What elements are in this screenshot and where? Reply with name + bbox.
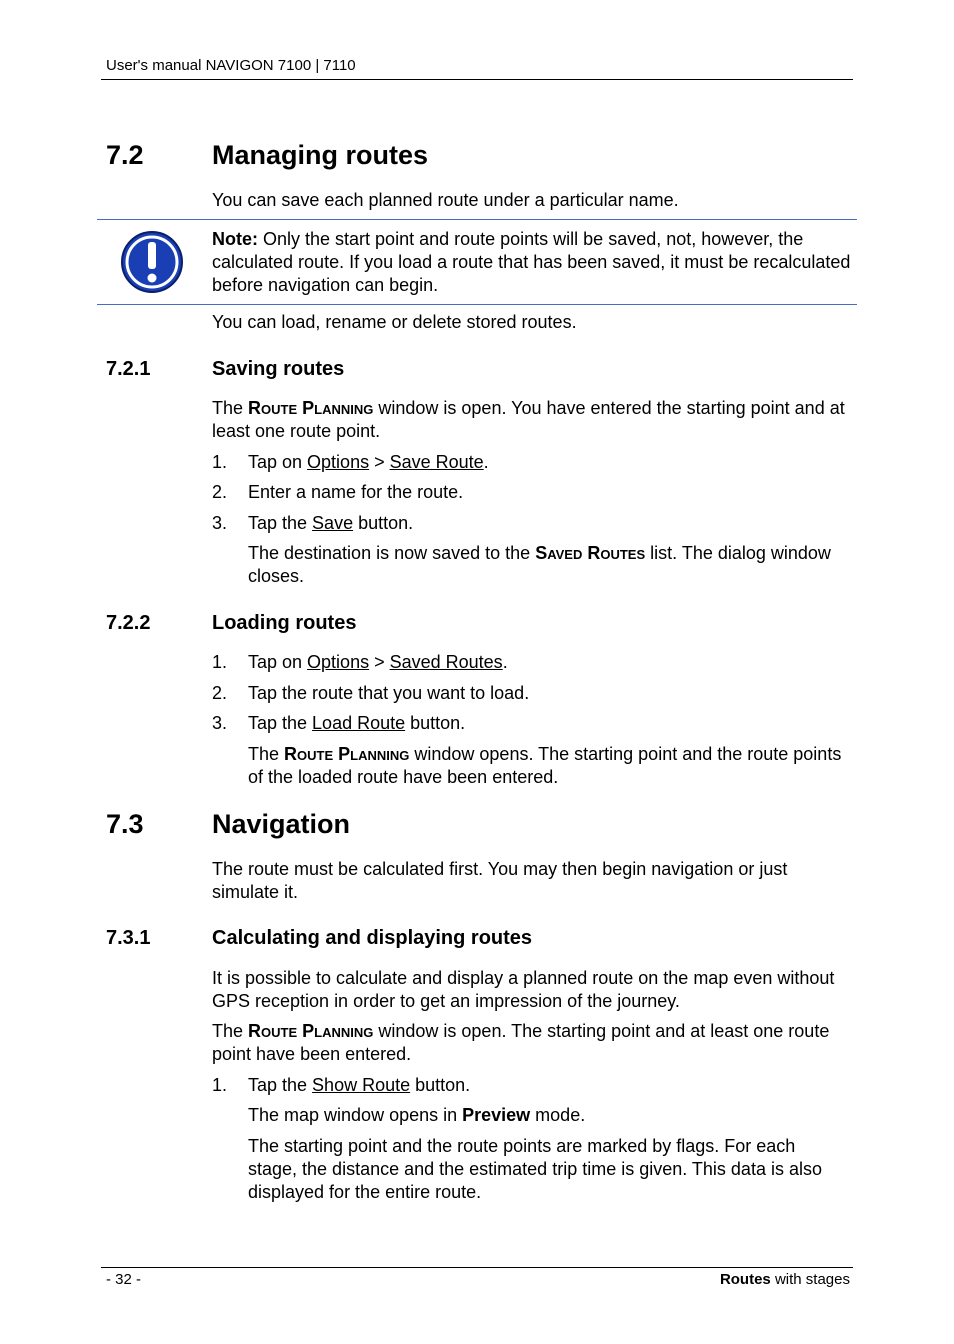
section-number: 7.2 [106,140,144,170]
header-rule [101,79,853,80]
note-text [212,228,852,297]
chapter-title: Routes with stages [719,1271,850,1288]
subsection-title: Saving routes [212,358,345,380]
result-paragraph: The destination is now saved to the Saved Routes list. The dialog window closes. [248,543,831,586]
options-link: Options [307,452,370,472]
save-link: Save [312,513,354,533]
note-top-rule [97,219,857,220]
paragraph: The Route Planning window is open. The starting point and at least one route point have been entered. [212,1021,830,1064]
section-number: 7.3 [106,809,144,839]
subsection-number: 7.3.1 [106,927,151,949]
list-name: Saved Routes [535,543,646,563]
running-header: User's manual NAVIGON 7100 | 7110 [106,57,356,74]
note-body: Only the start point and route points will be saved, not, however, the calculated route. If you load a route that has been saved, it must be recalculated before navigation can begin. [212,229,851,295]
footer-rule [101,1267,853,1268]
exclamation-icon [120,230,184,294]
list-item: 3. Tap the Save button. [212,513,414,533]
window-name: Route Planning [284,744,410,764]
subsection-number: 7.2.2 [106,612,151,634]
paragraph: The route must be calculated first. You may then begin navigation or just simulate it. [212,859,788,902]
options-link: Options [307,652,370,672]
note-bottom-rule [97,304,857,305]
list-item: 1. Tap on Options > Saved Routes. [212,652,508,672]
paragraph: The Route Planning window is open. You have entered the starting point and at least one route point. [212,398,845,441]
list-item: 2. Tap the route that you want to load. [212,683,530,703]
paragraph: You can save each planned route under a particular name. [212,190,679,210]
page-number: - 32 - [106,1271,142,1288]
window-name: Route Planning [248,1021,374,1041]
subsection-number: 7.2.1 [106,358,151,380]
load-route-link: Load Route [312,713,406,733]
mode-name: Preview [462,1105,531,1125]
result-paragraph: The starting point and the route points are marked by flags. For each stage, the distance and the estimated trip time is given. This data is also displayed for the entire route. [248,1136,822,1202]
save-route-link: Save Route [389,452,484,472]
note-label: Note: [212,229,258,249]
paragraph: It is possible to calculate and display a planned route on the map even without GPS reception in order to get an impression of the journey. [212,968,835,1011]
saved-routes-link: Saved Routes [389,652,503,672]
window-name: Route Planning [248,398,374,418]
subsection-title: Loading routes [212,612,357,634]
result-paragraph: The Route Planning window opens. The starting point and the route points of the loaded route have been entered. [248,744,842,787]
result-paragraph: The map window opens in Preview mode. [248,1105,586,1125]
list-item: 3. Tap the Load Route button. [212,713,466,733]
show-route-link: Show Route [312,1075,411,1095]
section-title: Managing routes [212,140,429,170]
list-item: 1. Tap on Options > Save Route. [212,452,489,472]
section-title: Navigation [212,809,351,839]
subsection-title: Calculating and displaying routes [212,927,533,949]
list-item: 2. Enter a name for the route. [212,482,464,502]
paragraph: You can load, rename or delete stored routes. [212,312,577,332]
list-item: 1. Tap the Show Route button. [212,1075,471,1095]
